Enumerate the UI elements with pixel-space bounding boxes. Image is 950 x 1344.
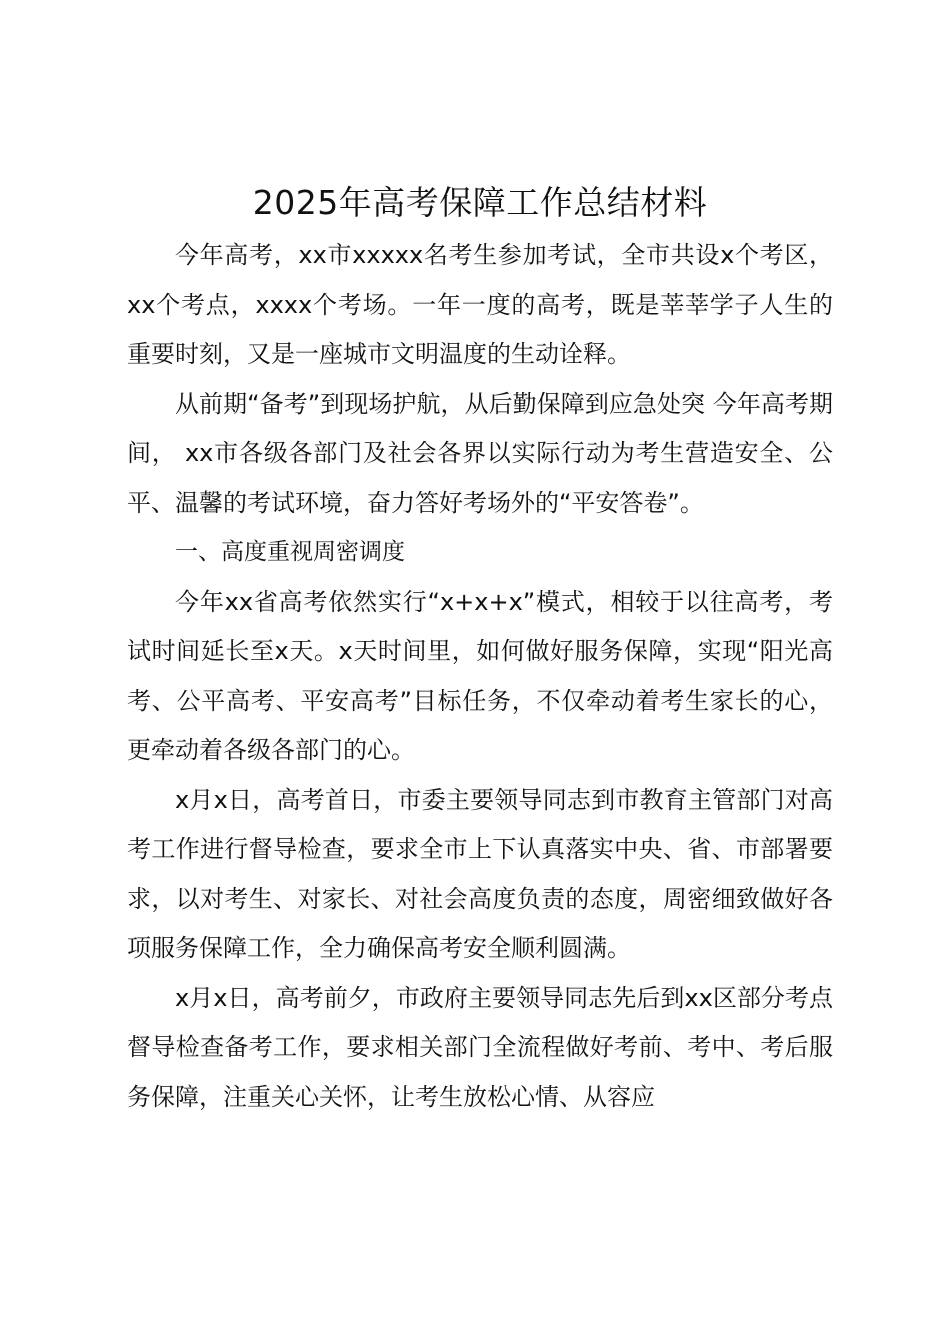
document-body xyxy=(127,231,833,1122)
section-1-paragraph-3: x月x日，高考前夕，市政府主要领导同志先后到xx区部分考点督导检查备考工作，要求相关部门全流程做好考前、考中、考后服务保障，注重关心关怀，让考生放松心情、从容应 xyxy=(127,983,833,1111)
intro-paragraph-1: 今年高考，xx市xxxxx名考生参加考试，全市共设x个考区，xx个考点，xxxx个考场。一年一度的高考，既是莘莘学子人生的重要时刻，又是一座城市文明温度的生动诠释。 xyxy=(127,241,833,368)
section-1-paragraph-2: x月x日，高考首日，市委主要领导同志到市教育主管部门对高考工作进行督导检查，要求全市上下认真落实中央、省、市部署要求，以对考生、对家长、对社会高度负责的态度，周密细致做好各项服务保障工作，全力确保高考安全顺利圆满。 xyxy=(127,785,833,962)
intro-paragraph-2: 从前期“备考”到现场护航，从后勤保障到应急处突 今年高考期间， xx市各级各部门及社会各界以实际行动为考生营造安全、公平、温馨的考试环境，奋力答好考场外的“平安答卷”。 xyxy=(127,389,833,517)
section-1-paragraph-1: 今年xx省高考依然实行“x+x+x”模式，相较于以往高考，考试时间延长至x天。x天时间里，如何做好服务保障，实现“阳光高考、公平高考、平安高考”目标任务，不仅牵动着考生家长的心，更牵动着各级各部门的心。 xyxy=(127,587,833,764)
section-heading-1: 一、高度重视周密调度 xyxy=(175,539,405,565)
document-title: 2025年高考保障工作总结材料 xyxy=(252,183,708,222)
